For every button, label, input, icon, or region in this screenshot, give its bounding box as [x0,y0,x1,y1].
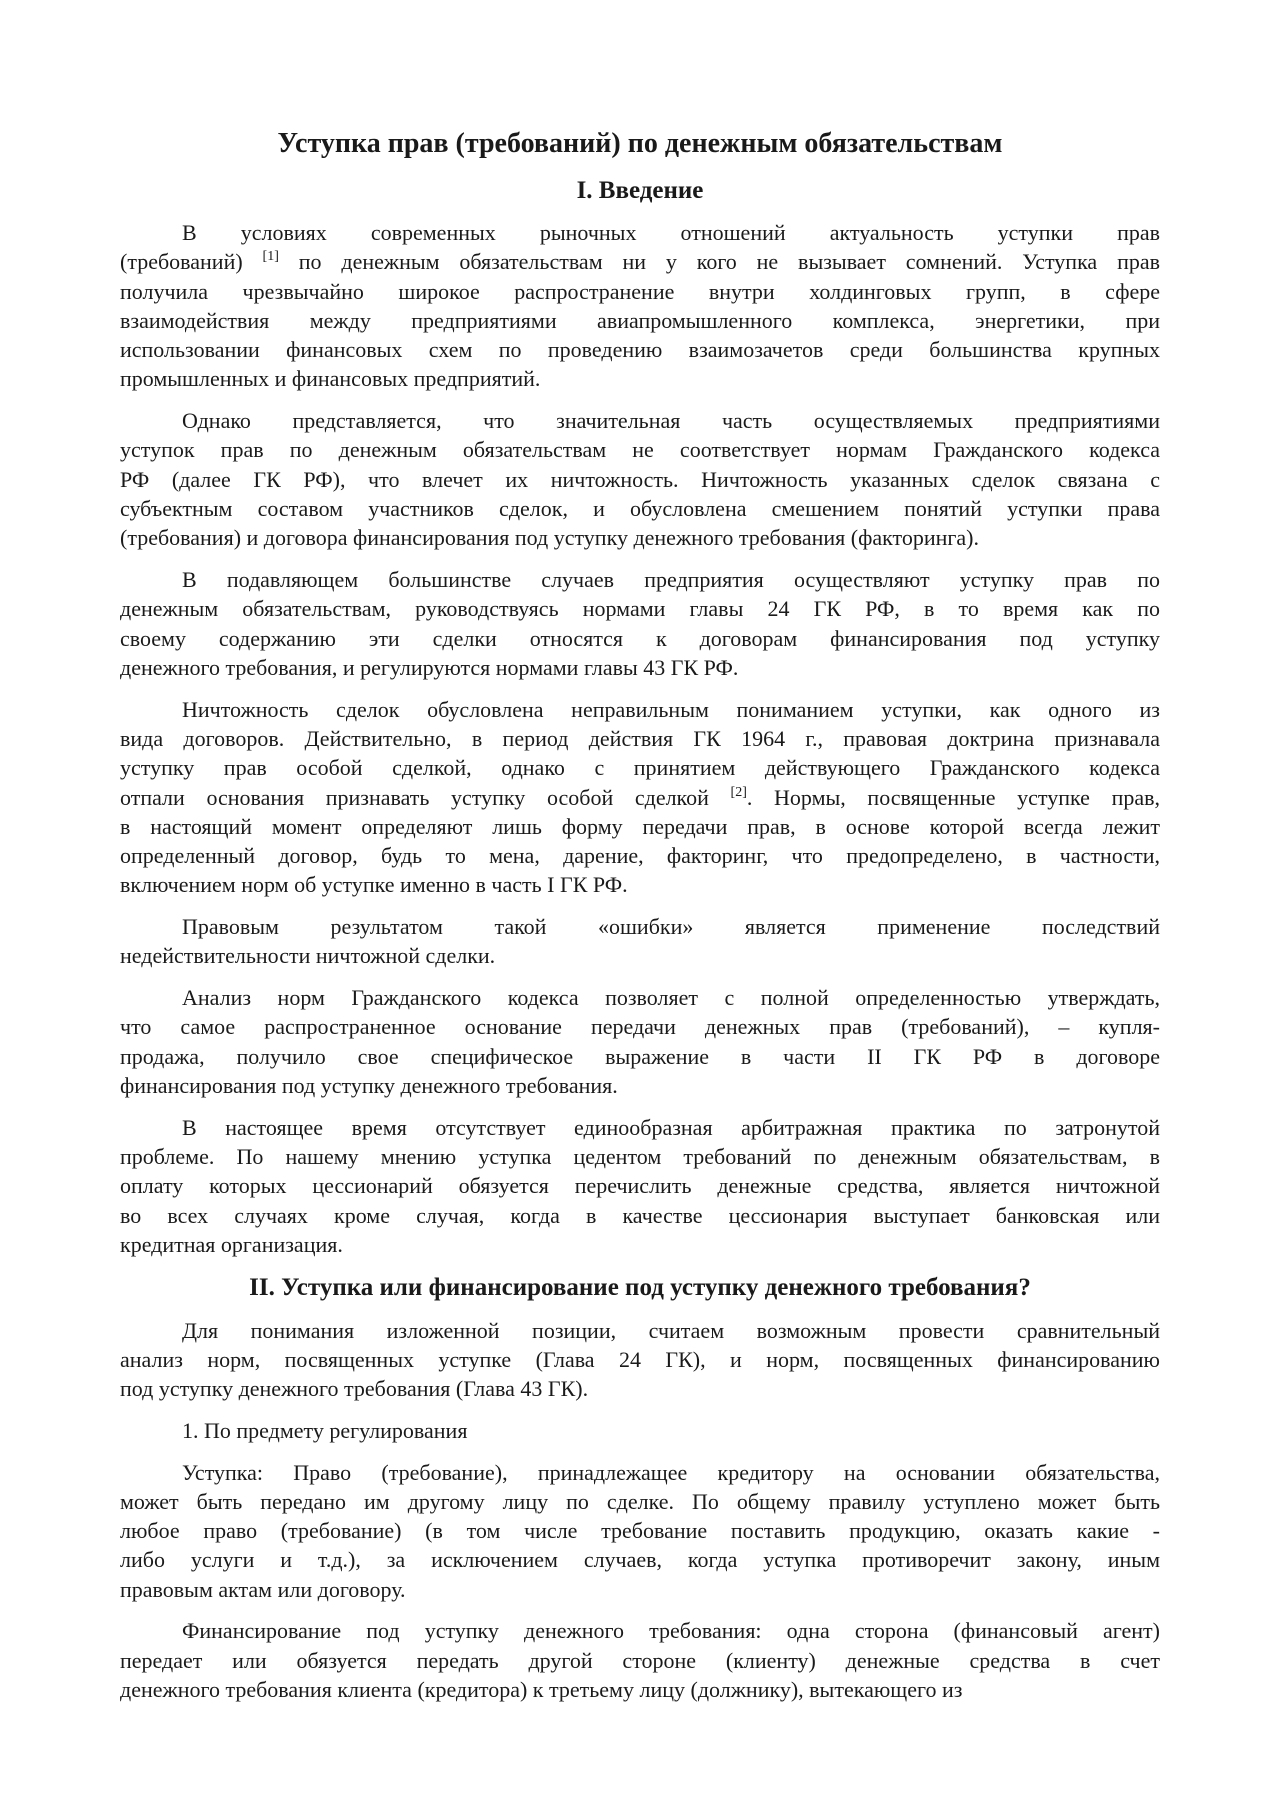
paragraph [120,218,1160,394]
paragraph [120,1316,1160,1404]
text-line: 1. По предмету регулирования [182,1417,468,1443]
document-title: Уступка прав (требований) по денежным обязательствам [277,128,1003,159]
text-line: определенный договор, будь то мена, дарение, факторинг, что предопределено, в частности, [120,843,1160,869]
paragraph [120,1416,1160,1445]
text-line: проблеме. По нашему мнению уступка цедентом требований по денежным обязательствам, в [120,1143,1160,1169]
text-line: кредитная организация. [120,1231,343,1257]
text-line: Ничтожность сделок обусловлена неправильным пониманием уступки, как одного из [182,696,1160,722]
text-line: уступку прав особой сделкой, однако с принятием действующего Гражданского кодекса [120,755,1160,781]
text-line: своему содержанию эти сделки относятся к договорам финансирования под уступку [120,625,1160,651]
text-line: любое право (требование) (в том числе требование поставить продукцию, оказать какие - [120,1518,1160,1544]
paragraph [120,983,1160,1100]
text-segment: (требований) [120,249,263,275]
text-segment: по денежным обязательствам ни у кого не вызывает сомнений. Уступка прав [278,249,1160,275]
paragraph [120,1113,1160,1259]
text-line: денежным обязательствам, руководствуясь нормами главы 24 ГК РФ, в то время как по [120,596,1160,622]
text-line: Для понимания изложенной позиции, считаем возможным провести сравнительный [182,1317,1160,1343]
paragraph [120,912,1160,971]
paragraph [120,565,1160,682]
text-line: Анализ норм Гражданского кодекса позволяет с полной определенностью утверждать, [182,985,1160,1011]
text-line: денежного требования, и регулируются нормами главы 43 ГК РФ. [120,654,739,680]
text-segment: отпали основания признавать уступку особой сделкой [120,784,731,810]
text-line: правовым актам или договору. [120,1576,406,1602]
text-line: промышленных и финансовых предприятий. [120,366,541,392]
text-line: Финансирование под уступку денежного требования: одна сторона (финансовый агент) [182,1618,1160,1644]
text-line: Уступка: Право (требование), принадлежащее кредитору на основании обязательства, [182,1459,1160,1485]
text-line: может быть передано им другому лицу по сделке. По общему правилу уступлено может быть [120,1488,1160,1514]
paragraph [120,1616,1160,1704]
text-line: под уступку денежного требования (Глава 43 ГК). [120,1376,589,1402]
section-heading: I. Введение [576,177,704,204]
text-line: использовании финансовых схем по проведению взаимозачетов среди большинства крупных [120,337,1160,363]
text-line: В условиях современных рыночных отношений актуальность уступки прав [182,220,1160,245]
footnote-reference[interactable]: [2] [730,784,747,800]
text-line: денежного требования клиента (кредитора) к третьему лицу (должнику), вытекающего из [120,1676,963,1702]
text-line: В настоящее время отсутствует единообразная арбитражная практика по затронутой [182,1114,1160,1140]
text-line: субъектным составом участников сделок, и обусловлена смешением понятий уступки права [120,496,1160,522]
text-line: Однако представляется, что значительная часть осуществляемых предприятиями [182,408,1160,434]
text-line: вида договоров. Действительно, в период действия ГК 1964 г., правовая доктрина признавала [120,725,1160,751]
text-line: что самое распространенное основание передачи денежных прав (требований), – купля- [120,1014,1160,1040]
text-line: либо услуги и т.д.), за исключением случаев, когда уступка противоречит закону, иным [120,1547,1160,1573]
paragraph [120,406,1160,552]
text-segment: . Нормы, посвященные уступке прав, [746,784,1160,810]
text-line: взаимодействия между предприятиями авиапромышленного комплекса, энергетики, при [120,307,1160,333]
paragraph [120,695,1160,900]
text-line: включением норм об уступке именно в часть I ГК РФ. [120,872,628,898]
text-line: (требования) и договора финансирования под уступку денежного требования (факторинга). [120,525,979,551]
text-line: во всех случаях кроме случая, когда в качестве цессионария выступает банковская или [120,1202,1160,1228]
text-line: уступок прав по денежным обязательствам не соответствует нормам Гражданского кодекса [120,437,1160,463]
text-line: В подавляющем большинстве случаев предприятия осуществляют уступку прав по [182,567,1160,593]
document-page [120,126,1160,1717]
text-line: передает или обязуется передать другой стороне (клиенту) денежные средства в счет [120,1647,1160,1673]
text-line: анализ норм, посвященных уступке (Глава 24 ГК), и норм, посвященных финансированию [120,1346,1160,1372]
text-line: недействительности ничтожной сделки. [120,943,496,969]
text-line: оплату которых цессионарий обязуется перечислить денежные средства, является ничтожной [120,1173,1160,1199]
paragraph [120,1458,1160,1604]
text-line [120,783,1160,812]
text-line: финансирования под уступку денежного требования. [120,1072,618,1098]
section-heading: II. Уступка или финансирование под уступку денежного требования? [249,1273,1031,1301]
footnote-reference[interactable]: [1] [262,249,279,265]
text-line: продажа, получило свое специфическое выражение в части II ГК РФ в договоре [120,1043,1160,1069]
text-line: РФ (далее ГК РФ), что влечет их ничтожность. Ничтожность указанных сделок связана с [120,466,1160,492]
text-line: Правовым результатом такой «ошибки» является применение последствий [182,914,1160,940]
text-line: в настоящий момент определяют лишь форму передачи прав, в основе которой всегда лежит [120,813,1160,839]
text-line: получила чрезвычайно широкое распространение внутри холдинговых групп, в сфере [120,278,1160,304]
text-line [120,247,1160,276]
